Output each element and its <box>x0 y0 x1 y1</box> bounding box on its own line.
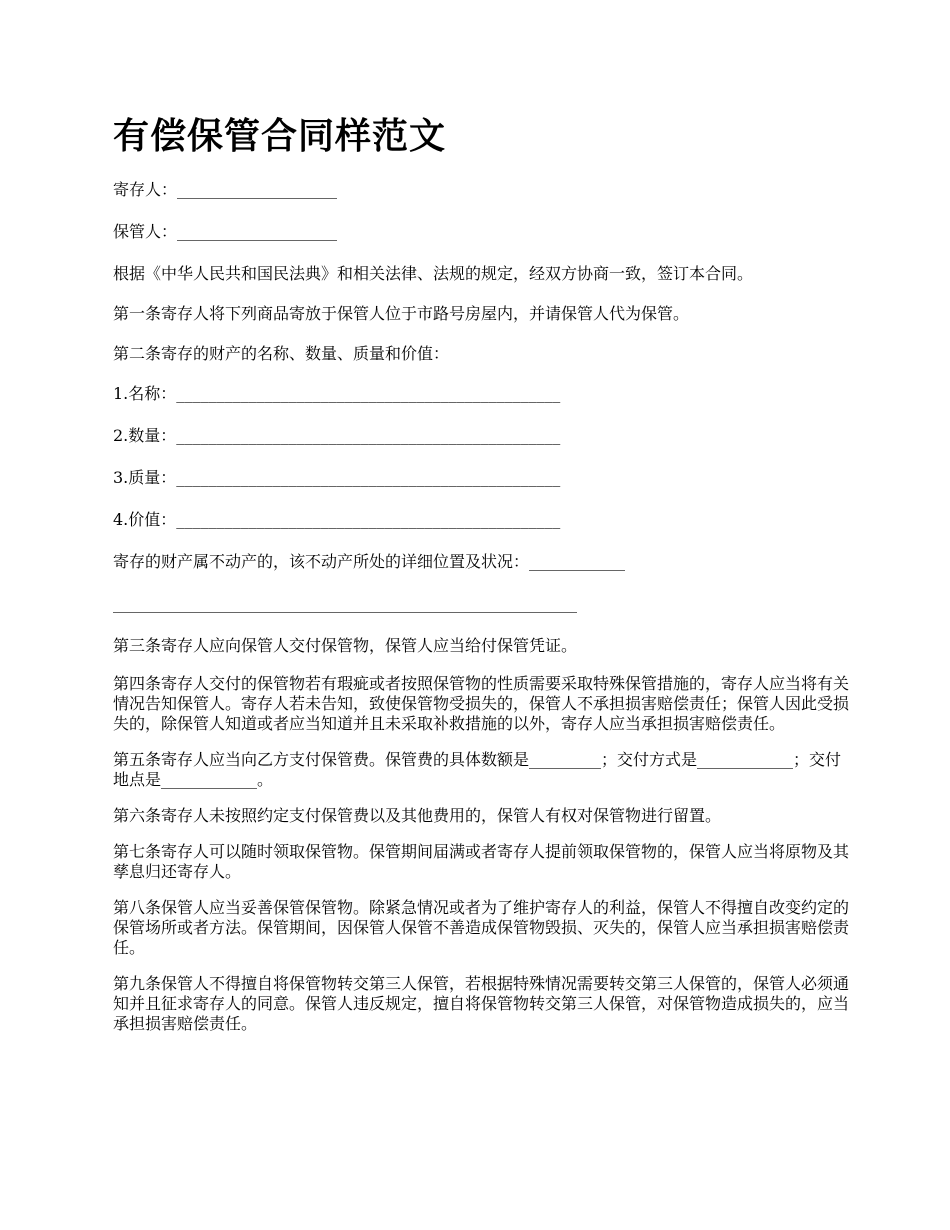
real-estate-text: 寄存的财产属不动产的，该不动产所处的详细位置及状况： <box>113 552 530 571</box>
intro-paragraph: 根据《中华人民共和国民法典》和相关法律、法规的规定，经双方协商一致，签订本合同。 <box>113 264 754 283</box>
article-3: 第三条寄存人应向保管人交付保管物，保管人应当给付保管凭证。 <box>113 636 578 655</box>
item-quality-label: 3.质量： <box>113 468 177 487</box>
real-estate-full-line: __________________________________________________________ <box>113 594 577 613</box>
item-value-blank: ________________________________________________ <box>176 510 561 529</box>
article-5: 第五条寄存人应当向乙方支付保管费。保管费的具体数额是_________；交付方式是____________；交付地点是____________。 <box>113 750 842 789</box>
depositor-blank: ____________________ <box>177 180 338 199</box>
item-name-blank: ________________________________________________ <box>176 384 561 403</box>
articles-block <box>113 674 853 1034</box>
article-4: 第四条寄存人交付的保管物若有瑕疵或者按照保管物的性质需要采取特殊保管措施的，寄存人应当将有关情况告知保管人。寄存人若未告知，致使保管物受损失的，保管人不承担损害赔偿责任；保管人因此受损失的，除保管人知道或者应当知道并且未采取补救措施的以外，寄存人应当承担损害赔偿责任。 <box>113 674 850 733</box>
item-quantity-label: 2.数量： <box>113 426 177 445</box>
depositor-label: 寄存人： <box>113 180 178 199</box>
item-quantity <box>113 424 853 448</box>
article-1: 第一条寄存人将下列商品寄放于保管人位于市路号房屋内，并请保管人代为保管。 <box>113 304 690 323</box>
document-title: 有偿保管合同样范文 <box>113 115 447 157</box>
custodian-blank: ____________________ <box>177 222 338 241</box>
article-6: 第六条寄存人未按照约定支付保管费以及其他费用的，保管人有权对保管物进行留置。 <box>113 806 722 825</box>
item-value <box>113 508 853 532</box>
item-value-label: 4.价值： <box>113 510 177 529</box>
document-page <box>113 112 853 1050</box>
custodian-line <box>113 220 853 244</box>
item-name <box>113 382 853 406</box>
article-8: 第八条保管人应当妥善保管保管物。除紧急情况或者为了维护寄存人的利益，保管人不得擅自改变约定的保管场所或者方法。保管期间，因保管人保管不善造成保管物毁损、灭失的，保管人应当承担损害赔偿责任。 <box>113 898 850 957</box>
article-9: 第九条保管人不得擅自将保管物转交第三人保管，若根据特殊情况需要转交第三人保管的，保管人必须通知并且征求寄存人的同意。保管人违反规定，擅自将保管物转交第三人保管，对保管物造成损失的，应当承担损害赔偿责任。 <box>113 974 850 1033</box>
item-quality <box>113 466 853 490</box>
item-quality-blank: ________________________________________________ <box>176 468 561 487</box>
article-2: 第二条寄存的财产的名称、数量、质量和价值： <box>113 344 450 363</box>
item-name-label: 1.名称： <box>113 384 177 403</box>
custodian-label: 保管人： <box>113 222 178 241</box>
real-estate-line <box>113 550 853 574</box>
real-estate-blank: ____________ <box>529 552 626 571</box>
depositor-line <box>113 178 853 202</box>
article-7: 第七条寄存人可以随时领取保管物。保管期间届满或者寄存人提前领取保管物的，保管人应当将原物及其孳息归还寄存人。 <box>113 842 850 881</box>
item-quantity-blank: ________________________________________________ <box>176 426 561 445</box>
